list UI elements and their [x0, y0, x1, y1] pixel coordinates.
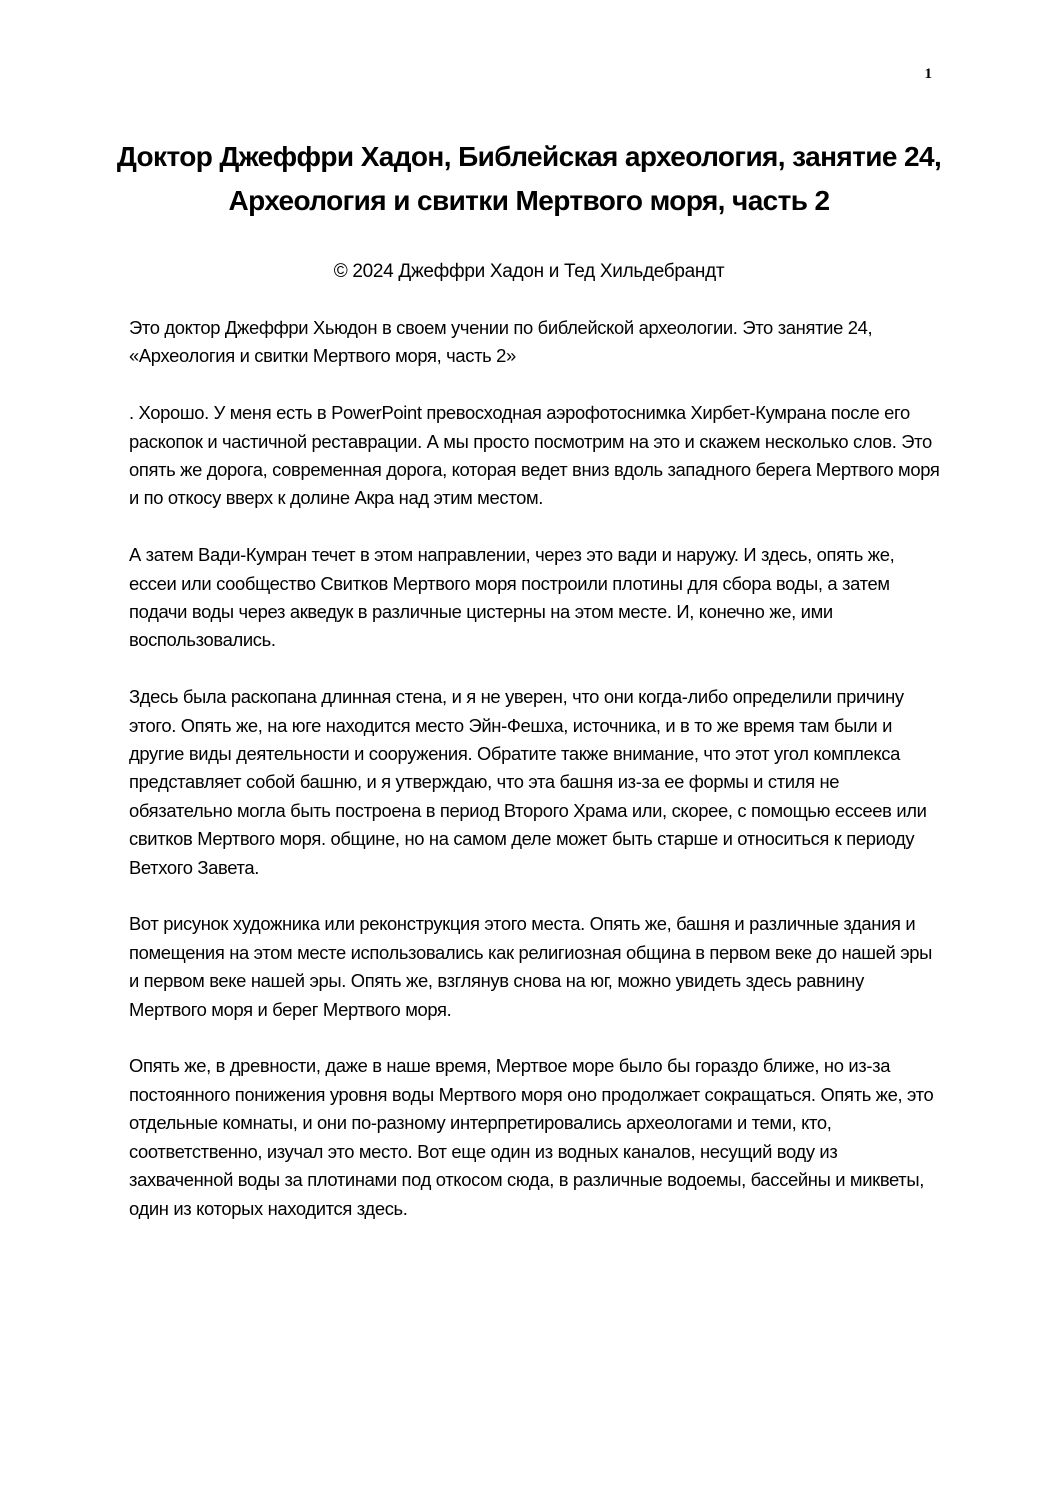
page-number: 1: [924, 66, 932, 82]
paragraph-aerial-photo: . Хорошо. У меня есть в PowerPoint превосходная аэрофотоснимка Хирбет-Кумрана после его раскопок и частичной реставрации. А мы просто посмотрим на это и скажем несколько слов. Это опять же дорога, современная дорога, которая ведет вниз вдоль западного берега Мертвого моря и по откосу вверх к долине Акра над этим местом.: [129, 402, 940, 509]
paragraph-intro: Это доктор Джеффри Хьюдон в своем учении по библейской археологии. Это занятие 24, «Археология и свитки Мертвого моря, часть 2»: [129, 317, 873, 367]
paragraph-wadi-qumran: А затем Вади-Кумран течет в этом направлении, через это вади и наружу. И здесь, опять же, ессеи или сообщество Свитков Мертвого моря построили плотины для сбора воды, а затем подачи воды через акведук в различные цистерны на этом месте. И, конечно же, ими воспользовались.: [129, 544, 895, 651]
paragraph-long-wall: Здесь была раскопана длинная стена, и я не уверен, что они когда-либо определили причину этого. Опять же, на юге находится место Эйн-Фешха, источника, и в то же время там были и другие виды деятельности и сооружения. Обратите также внимание, что этот угол комплекса представляет собой башню, и я утверждаю, что эта башня из-за ее формы и стиля не обязательно могла быть построена в период Второго Храма или, скорее, с помощью ессеев или свитков Мертвого моря. общине, но на самом деле может быть старше и относиться к периоду Ветхого Завета.: [129, 686, 927, 878]
paragraph-reconstruction: Вот рисунок художника или реконструкция этого места. Опять же, башня и различные здания и помещения на этом месте использовались как религиозная община в первом веке до нашей эры и первом веке нашей эры. Опять же, взглянув снова на юг, можно увидеть здесь равнину Мертвого моря и берег Мертвого моря.: [129, 913, 932, 1020]
paragraph-dead-sea-level: Опять же, в древности, даже в наше время, Мертвое море было бы гораздо ближе, но из-за постоянного понижения уровня воды Мертвого моря оно продолжает сокращаться. Опять же, это отдельные комнаты, и они по-разному интерпретировались археологами и теми, кто, соответственно, изучал это место. Вот еще один из водных каналов, несущий воду из захваченной воды за плотинами под откосом сюда, в различные водоемы, бассейны и микветы, один из которых находится здесь.: [129, 1055, 934, 1219]
document-body: [129, 314, 941, 1251]
copyright-line: © 2024 Джеффри Хадон и Тед Хильдебрандт: [333, 261, 725, 282]
document-title: Доктор Джеффри Хадон, Библейская археология, занятие 24, Археология и свитки Мертвого моря, часть 2: [116, 141, 942, 216]
